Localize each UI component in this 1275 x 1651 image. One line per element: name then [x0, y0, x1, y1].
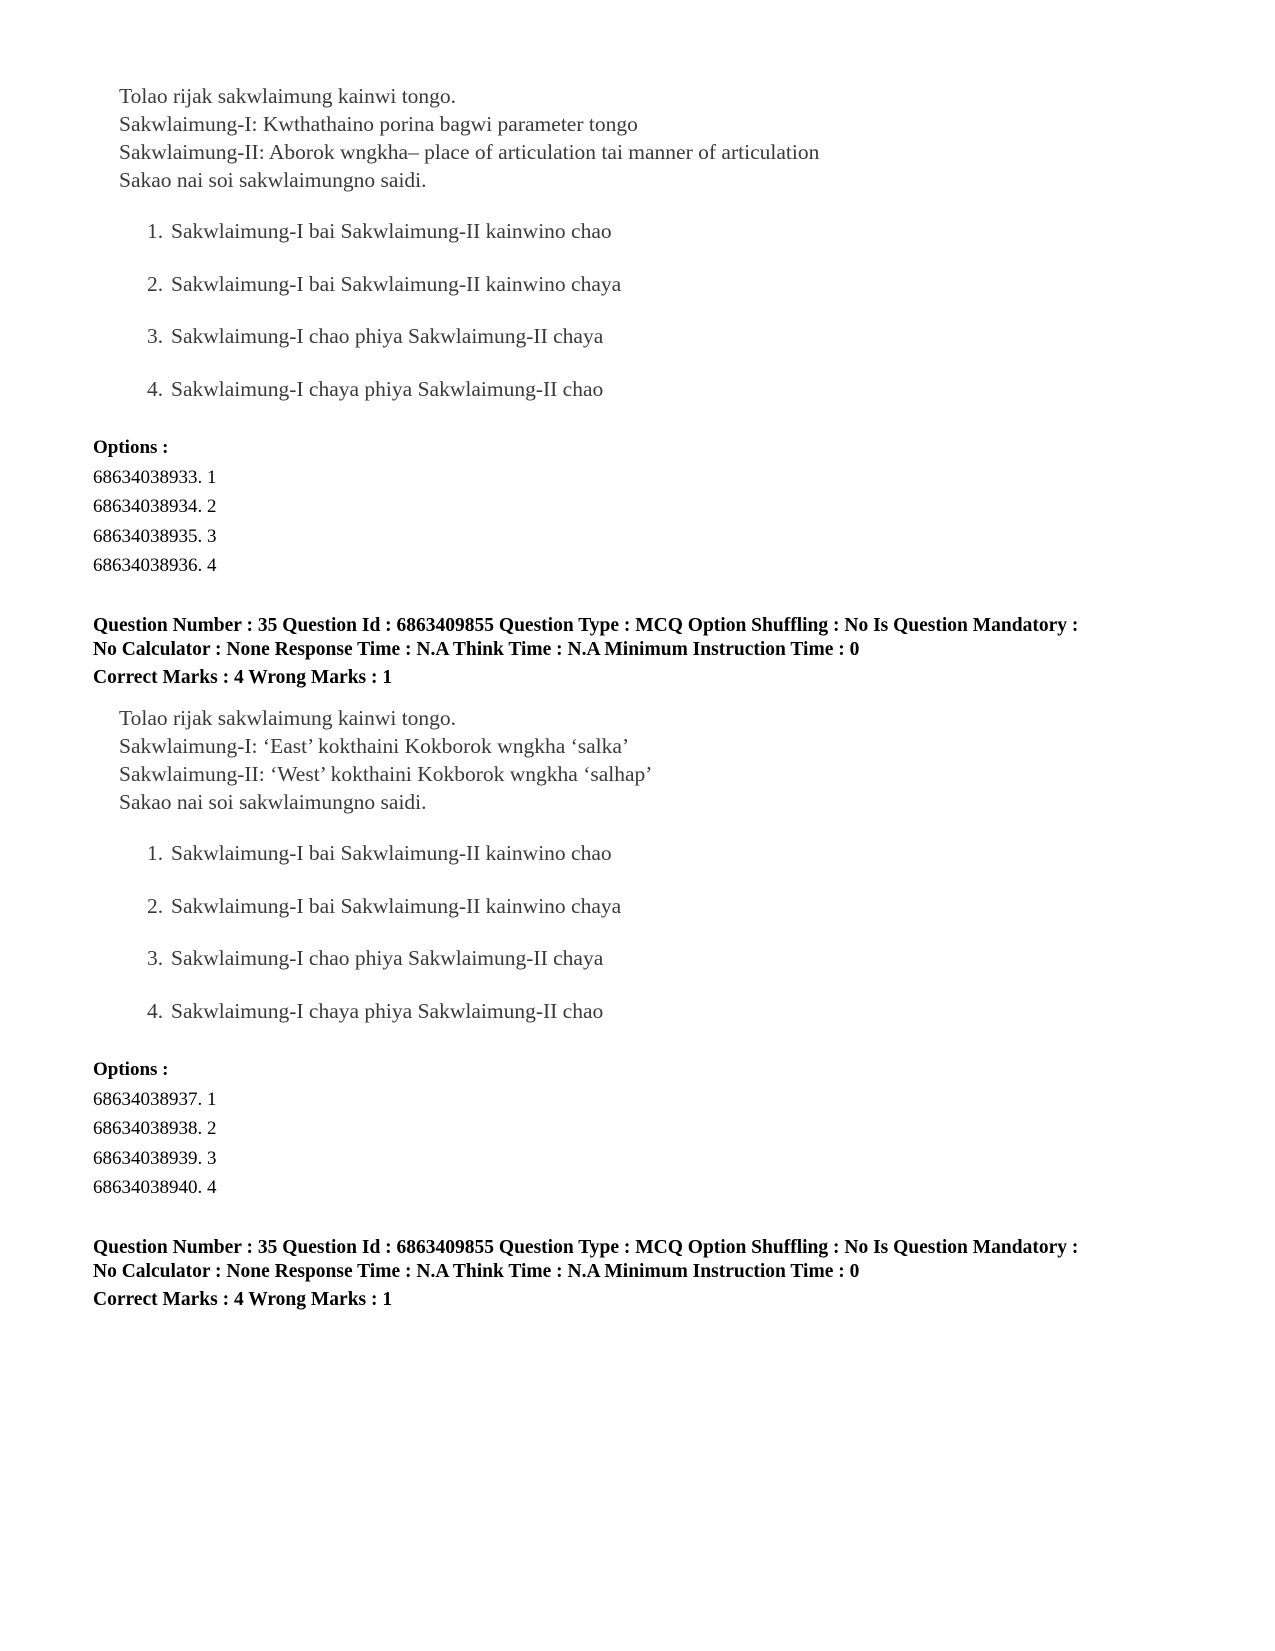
question-statement: Sakwlaimung-II: Aborok wngkha– place of articulation tai manner of articulation — [119, 140, 820, 164]
choice-text: Sakwlaimung-I bai Sakwlaimung-II kainwino chao — [171, 219, 612, 243]
question-statement: Sakao nai soi sakwlaimungno saidi. — [119, 790, 427, 814]
choice-number: 4. — [147, 999, 164, 1023]
marks-line: Correct Marks : 4 Wrong Marks : 1 — [93, 667, 393, 688]
choice-item — [147, 322, 603, 350]
option-item: 68634038934. 2 — [93, 496, 217, 517]
options-section — [93, 1055, 217, 1203]
option-item: 68634038936. 4 — [93, 555, 217, 576]
question-statement: Sakwlaimung-I: Kwthathaino porina bagwi parameter tongo — [119, 112, 638, 136]
question-statement: Sakwlaimung-I: ‘East’ kokthaini Kokborok wngkha ‘salka’ — [119, 734, 630, 758]
question-meta-line: Question Number : 35 Question Id : 6863409855 Question Type : MCQ Option Shuffling : No Is Question Mandatory : — [93, 1237, 1079, 1258]
choice-item — [147, 217, 612, 245]
choice-number: 1. — [147, 841, 164, 865]
option-item: 68634038939. 3 — [93, 1147, 217, 1169]
question-meta-line: Question Number : 35 Question Id : 6863409855 Question Type : MCQ Option Shuffling : No Is Question Mandatory : — [93, 615, 1079, 636]
choice-text: Sakwlaimung-I chaya phiya Sakwlaimung-II chao — [171, 999, 604, 1023]
question-meta-line: No Calculator : None Response Time : N.A Think Time : N.A Minimum Instruction Time : 0 — [93, 639, 860, 660]
marks-line: Correct Marks : 4 Wrong Marks : 1 — [93, 1289, 393, 1310]
options-heading: Options : — [93, 1059, 169, 1080]
choice-text: Sakwlaimung-I chaya phiya Sakwlaimung-II chao — [171, 377, 604, 401]
option-item: 68634038940. 4 — [93, 1177, 217, 1198]
question-meta — [93, 1236, 1223, 1314]
choice-item — [147, 944, 603, 972]
choice-item — [147, 839, 612, 867]
choice-number: 1. — [147, 219, 164, 243]
choice-text: Sakwlaimung-I bai Sakwlaimung-II kainwino chaya — [171, 894, 622, 918]
choice-item — [147, 892, 621, 920]
choice-number: 2. — [147, 272, 164, 296]
option-item: 68634038937. 1 — [93, 1088, 217, 1110]
choice-text: Sakwlaimung-I chao phiya Sakwlaimung-II chaya — [171, 324, 604, 348]
option-item: 68634038935. 3 — [93, 525, 217, 547]
choice-number: 4. — [147, 377, 164, 401]
question-statement: Tolao rijak sakwlaimung kainwi tongo. — [119, 84, 457, 108]
choice-item — [147, 270, 621, 298]
question-statement: Sakwlaimung-II: ‘West’ kokthaini Kokborok wngkha ‘salhap’ — [119, 762, 653, 786]
question-meta-line: No Calculator : None Response Time : N.A Think Time : N.A Minimum Instruction Time : 0 — [93, 1261, 860, 1282]
question-meta — [93, 614, 1223, 692]
options-heading: Options : — [93, 437, 169, 458]
option-item: 68634038933. 1 — [93, 466, 217, 488]
choice-number: 3. — [147, 324, 164, 348]
choice-text: Sakwlaimung-I bai Sakwlaimung-II kainwino chao — [171, 841, 612, 865]
choice-number: 2. — [147, 894, 164, 918]
question-content — [119, 704, 1019, 1023]
choice-item — [147, 997, 603, 1025]
option-item: 68634038938. 2 — [93, 1118, 217, 1139]
question-content — [119, 82, 1019, 401]
choice-text: Sakwlaimung-I bai Sakwlaimung-II kainwino chaya — [171, 272, 622, 296]
options-section — [93, 433, 217, 581]
choice-number: 3. — [147, 946, 164, 970]
choice-item — [147, 375, 603, 403]
question-statement: Tolao rijak sakwlaimung kainwi tongo. — [119, 706, 457, 730]
choice-text: Sakwlaimung-I chao phiya Sakwlaimung-II chaya — [171, 946, 604, 970]
question-statement: Sakao nai soi sakwlaimungno saidi. — [119, 168, 427, 192]
